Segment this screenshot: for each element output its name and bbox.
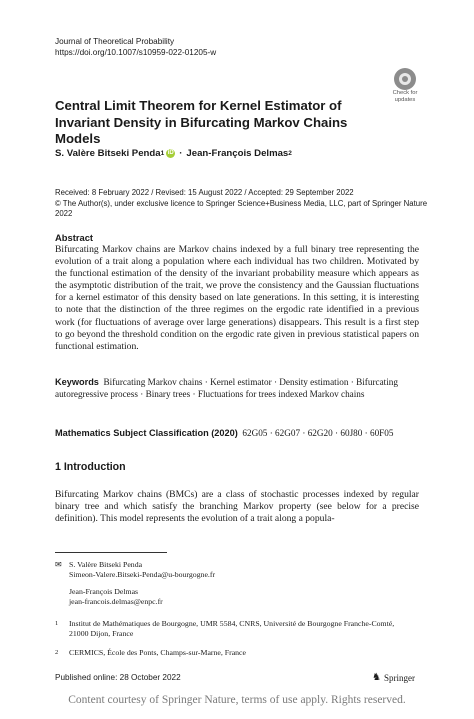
msc-label: Mathematics Subject Classification (2020) bbox=[55, 428, 238, 438]
affiliation-mark-1: 1 bbox=[55, 620, 59, 627]
affiliation-2: CERMICS, École des Ponts, Champs-sur-Marne, France bbox=[69, 647, 246, 657]
introduction-text: Bifurcating Markov chains (BMCs) are a class of stochastic processes indexed by regular binary tree and which satisfy the branching Markov property (see below for a precise definition). This model represents the evolution of a trait along a popula- bbox=[55, 489, 419, 525]
copyright-line: © The Author(s), under exclusive licence to Springer Science+Business Media, LLC, part of Springer Nature 2022 bbox=[55, 198, 428, 218]
keywords-label: Keywords bbox=[55, 377, 99, 387]
published-date: Published online: 28 October 2022 bbox=[55, 673, 181, 682]
abstract-text: Bifurcating Markov chains are Markov chains indexed by a full binary tree representing the evolution of a trait along a population where each individual has two children. Motivated by the functional estimation of the density of the invariant probability measure which appears as the asymptotic distribution of the trait, we prove the consistency and the Gaussian fluctuations for a kernel estimator of this density based on late generations. In this setting, it is interesting to note that the distinction of the three regimes on the ergodic rate identified in a previous work (for fluctuations of average over large generations) disappears. This result is a first step to go beyond the threshold condition on the ergodic rate given in previous statistical papers on functional estimation. bbox=[55, 244, 419, 352]
journal-name: Journal of Theoretical Probability bbox=[55, 37, 175, 46]
history-dates: Received: 8 February 2022 / Revised: 15 August 2022 / Accepted: 29 September 2022 bbox=[55, 188, 354, 197]
keywords-block bbox=[55, 376, 419, 400]
author-1[interactable]: S. Valère Bitseki Penda bbox=[55, 148, 161, 159]
affiliations bbox=[55, 619, 415, 658]
paper-title: Central Limit Theorem for Kernel Estimator of Invariant Density in Bifurcating Markov Chains Models bbox=[55, 98, 348, 146]
keywords-text: Bifurcating Markov chains · Kernel estimator · Density estimation · Bifurcating autoregressive process · Binary trees · Fluctuations for trees indexed Markov chains bbox=[55, 377, 398, 399]
affiliation-mark-2: 2 bbox=[55, 648, 59, 656]
courtesy-notice: Content courtesy of Springer Nature, terms of use apply. Rights reserved. bbox=[68, 694, 406, 706]
journal-header bbox=[55, 36, 216, 58]
introduction-heading: 1 Introduction bbox=[55, 461, 126, 473]
affiliation-1: Institut de Mathématiques de Bourgogne, UMR 5584, CNRS, Université de Bourgogne Franche-Comté, 21000 Dijon, France bbox=[69, 619, 395, 639]
author-2[interactable]: Jean-François Delmas bbox=[186, 148, 289, 159]
contact-email-1[interactable]: Simeon-Valere.Bitseki-Penda@u-bourgogne.fr bbox=[69, 570, 216, 580]
envelope-icon: ✉ bbox=[55, 560, 62, 569]
badge-line-1: Check for bbox=[392, 90, 418, 96]
msc-codes: 62G05 · 62G07 · 62G20 · 60J80 · 60F05 bbox=[242, 428, 394, 438]
badge-line-2: updates bbox=[394, 96, 416, 103]
publisher-logo bbox=[372, 672, 415, 683]
check-for-updates-badge[interactable] bbox=[389, 68, 421, 104]
springer-horse-icon: ♞ bbox=[372, 672, 381, 683]
article-history bbox=[55, 188, 435, 220]
contact-name-1: S. Valère Bitseki Penda bbox=[69, 560, 143, 569]
abstract-heading: Abstract bbox=[55, 232, 94, 243]
orcid-icon[interactable]: iD bbox=[167, 150, 174, 156]
msc-block bbox=[55, 427, 435, 439]
contact-email-2[interactable]: jean-francois.delmas@enpc.fr bbox=[69, 596, 163, 606]
author-list: S. Valère Bitseki Penda 1 iD · Jean-François Delmas 2 bbox=[55, 148, 292, 159]
author-separator: · bbox=[179, 148, 183, 159]
doi-link[interactable]: https://doi.org/10.1007/s10959-022-01205-w bbox=[55, 48, 217, 57]
publisher-name: Springer bbox=[383, 672, 415, 683]
corresponding-contacts bbox=[55, 560, 415, 607]
footnote-divider bbox=[55, 552, 167, 553]
check-updates-icon bbox=[394, 68, 416, 90]
contact-name-2: Jean-François Delmas bbox=[69, 586, 139, 596]
